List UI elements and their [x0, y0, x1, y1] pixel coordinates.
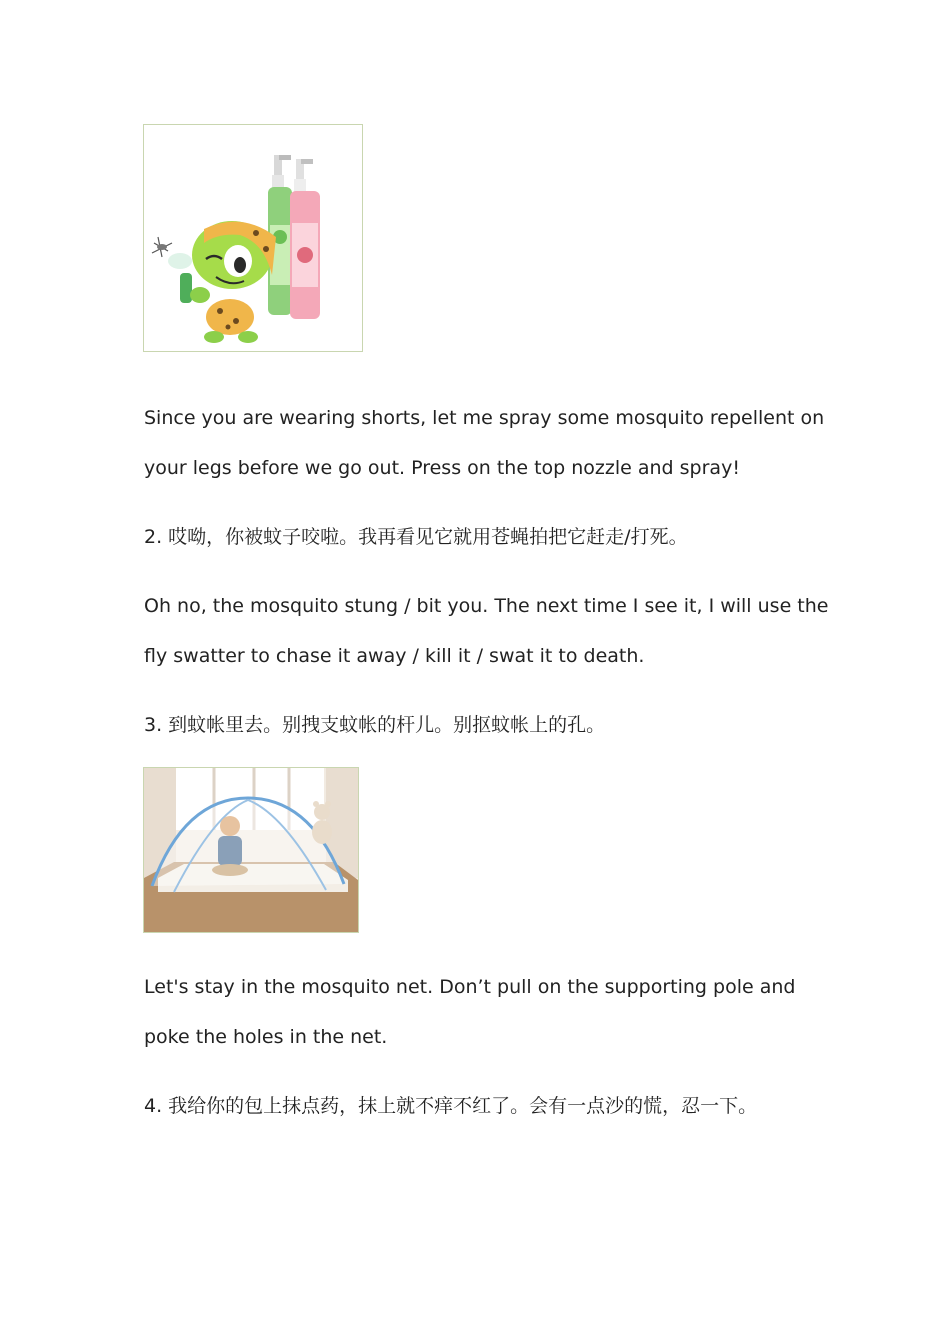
paragraph-3-line-1: Let's stay in the mosquito net. Don’t pull on the supporting pole and	[144, 976, 796, 998]
item-2-chinese: 2. 哎呦，你被蚊子咬啦。我再看见它就用苍蝇拍把它赶走/打死。	[144, 526, 688, 548]
paragraph-2-line-1: Oh no, the mosquito stung / bit you. The next time I see it, I will use the	[144, 595, 829, 617]
mosquito-net-illustration-icon	[144, 768, 358, 932]
paragraph-1-line-2: your legs before we go out. Press on the top nozzle and spray!	[144, 457, 740, 479]
mosquito-net-image	[143, 767, 359, 933]
paragraph-3-line-2: poke the holes in the net.	[144, 1026, 388, 1048]
paragraph-2-line-2: fly swatter to chase it away / kill it / swat it to death.	[144, 645, 645, 667]
paragraph-1-line-1: Since you are wearing shorts, let me spray some mosquito repellent on	[144, 407, 825, 429]
repellent-illustration-icon	[144, 125, 362, 351]
mosquito-repellent-image	[143, 124, 363, 352]
item-4-chinese: 4. 我给你的包上抹点药，抹上就不痒不红了。会有一点沙的慌，忍一下。	[144, 1095, 758, 1117]
item-3-chinese: 3. 到蚊帐里去。别拽支蚊帐的杆儿。别抠蚊帐上的孔。	[144, 714, 606, 736]
